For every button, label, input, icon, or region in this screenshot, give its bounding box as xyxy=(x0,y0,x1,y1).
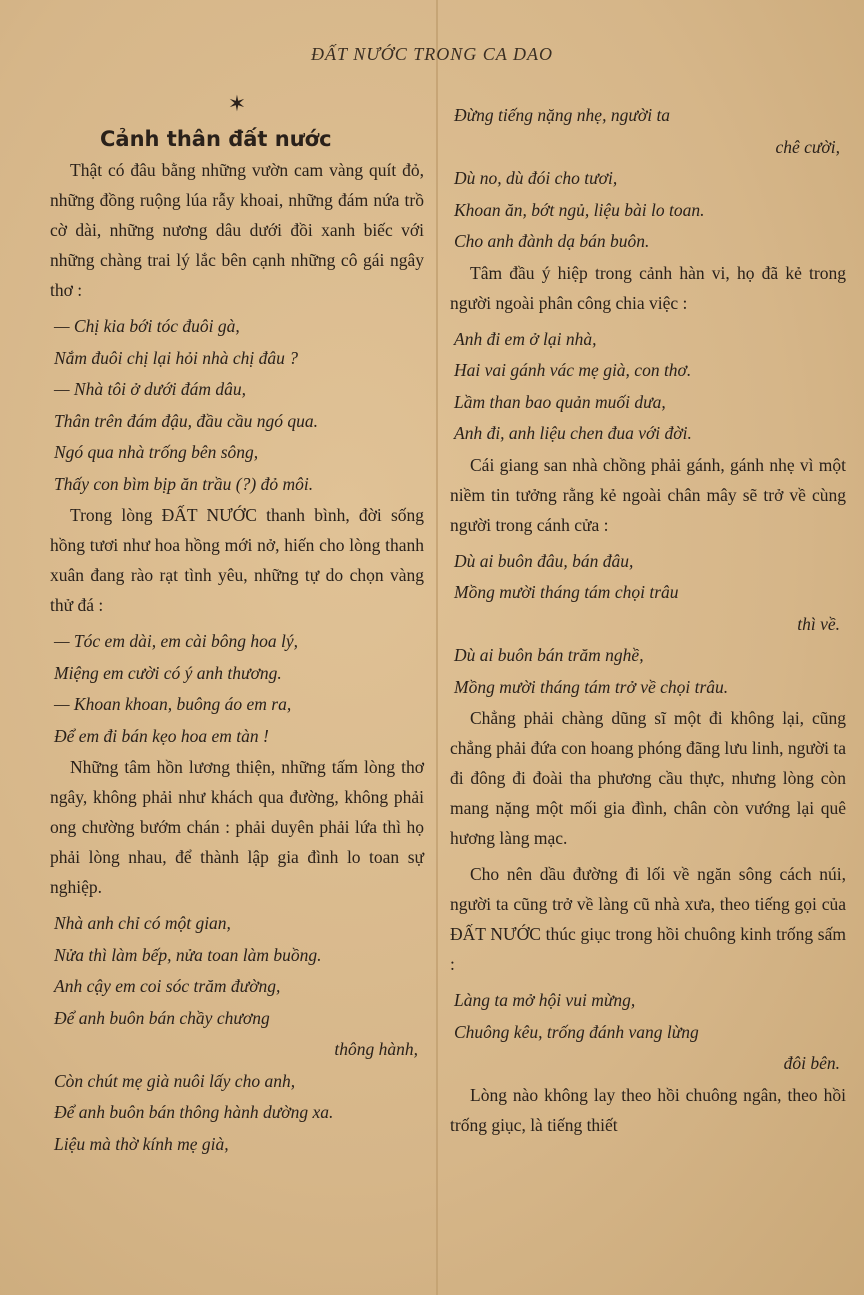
verse-line-continuation: thông hành, xyxy=(334,1039,418,1059)
verse-line: Chuông kêu, trống đánh vang lừng xyxy=(454,1021,699,1042)
verse-line: Nhà anh chỉ có một gian, xyxy=(54,913,231,933)
paragraph: Cái giang san nhà chồng phải gánh, gánh nhẹ vì một niềm tin tưởng rằng kẻ ngoài chân mây sẽ trở về cùng người trong cánh cửa : xyxy=(450,454,846,535)
verse-line: — Khoan khoan, buông áo em ra, xyxy=(54,694,292,714)
verse-line: Thấy con bìm bịp ăn trầu (?) đỏ môi. xyxy=(54,473,314,494)
verse-line: Cho anh đành dạ bán buôn. xyxy=(454,231,650,251)
verse-line: Anh đi, anh liệu chen đua với đời. xyxy=(454,423,692,443)
verse-line-continuation: thì về. xyxy=(797,613,840,634)
verse-line: Còn chút mẹ già nuôi lấy cho anh, xyxy=(54,1070,296,1091)
verse-line: Dù no, dù đói cho tươi, xyxy=(454,168,618,188)
paragraph: Lòng nào không lay theo hồi chuông ngân, theo hồi trống giục, là tiếng thiết xyxy=(450,1084,846,1135)
left-column xyxy=(50,92,424,1160)
verse-line: Nắm đuôi chị lại hỏi nhà chị đâu ? xyxy=(54,347,299,368)
verse-line: Nửa thì làm bếp, nửa toan làm buồng. xyxy=(54,944,322,965)
verse-line: Để anh buôn bán thông hành dường xa. xyxy=(54,1102,334,1122)
paragraph: Trong lòng ĐẤT NƯỚC thanh bình, đời sống hồng tươi như hoa hồng mới nở, hiến cho lòng thanh xuân đang rào rạt tình yêu, những tự do chọn vàng thử đá : xyxy=(50,505,424,615)
section-title: Cảnh thân đất nước xyxy=(100,127,332,151)
verse-line: Lầm than bao quản muối dưa, xyxy=(454,391,666,412)
verse-line: — Nhà tôi ở dưới đám dâu, xyxy=(54,379,247,399)
verse-line: Mồng mười tháng tám trở về chọi trâu. xyxy=(454,676,729,697)
verse-line: Anh đi em ở lại nhà, xyxy=(454,328,597,349)
verse-line: Đừng tiếng nặng nhẹ, người ta xyxy=(454,105,671,125)
verse-line: Ngó qua nhà trống bên sông, xyxy=(54,442,259,462)
paragraph: Cho nên dầu đường đi lối về ngăn sông cách núi, người ta cũng trở về làng cũ nhà xưa, theo tiếng gọi của ĐẤT NƯỚC thúc giục trong hồi chuông kinh trống sấm : xyxy=(450,864,846,974)
verse-line-continuation: chê cười, xyxy=(775,136,840,157)
verse-line: Liệu mà thờ kính mẹ già, xyxy=(54,1133,229,1154)
paragraph: Những tâm hồn lương thiện, những tấm lòng thơ ngây, không phải như khách qua đường, không phải ong chường bướm chán : phải duyên phải lứa thì họ phải lòng nhau, để thành lập gia đình lo toan sự nghiệp. xyxy=(50,757,424,897)
ornament-star-icon: ✶ xyxy=(227,92,247,117)
verse-line: Dù ai buôn đâu, bán đâu, xyxy=(454,550,634,571)
paragraph: Chẳng phải chàng dũng sĩ một đi không lại, cũng chẳng phải đứa con hoang phóng đãng lưu linh, người ta đi đông đi đoài tha phương cầu thực, nhưng lòng còn mang nặng một mối gia đình, chân còn vướng lại quê hương làng mạc. xyxy=(450,708,846,848)
verse-line: — Tóc em dài, em cài bông hoa lý, xyxy=(54,631,298,651)
verse-line: Hai vai gánh vác mẹ già, con thơ. xyxy=(454,360,692,380)
verse-line: Để anh buôn bán chầy chương xyxy=(54,1007,270,1028)
page-fold xyxy=(436,0,438,1295)
verse-line: Dù ai buôn bán trăm nghề, xyxy=(454,645,644,665)
verse-line: Làng ta mở hội vui mừng, xyxy=(454,990,636,1010)
running-header: ĐẤT NƯỚC TRONG CA DAO xyxy=(311,44,553,64)
verse-line: Thân trên đám đậu, đầu cầu ngó qua. xyxy=(54,410,318,431)
verse-line: Anh cậy em coi sóc trăm đường, xyxy=(54,976,281,996)
verse-line: Miệng em cười có ý anh thương. xyxy=(54,662,282,683)
paragraph: Thật có đâu bằng những vườn cam vàng quít đỏ, những đồng ruộng lúa rẫy khoai, những đám nứa trồ cờ dài, những nương dâu dưới đồi xanh biếc với những chàng trai lý lắc bên cạnh những cô gái ngây thơ : xyxy=(50,160,424,300)
paragraph: Tâm đầu ý hiệp trong cảnh hàn vi, họ đã kẻ trong người ngoài phân công chia việc : xyxy=(450,262,846,313)
verse-line: — Chị kia bới tóc đuôi gà, xyxy=(54,316,240,336)
verse-line: Để em đi bán kẹo hoa em tàn ! xyxy=(54,725,269,746)
verse-line-continuation: đôi bên. xyxy=(783,1053,840,1073)
right-column xyxy=(450,100,846,1140)
verse-line: Khoan ăn, bớt ngủ, liệu bài lo toan. xyxy=(454,199,705,220)
verse-line: Mồng mười tháng tám chọi trâu xyxy=(454,582,679,602)
